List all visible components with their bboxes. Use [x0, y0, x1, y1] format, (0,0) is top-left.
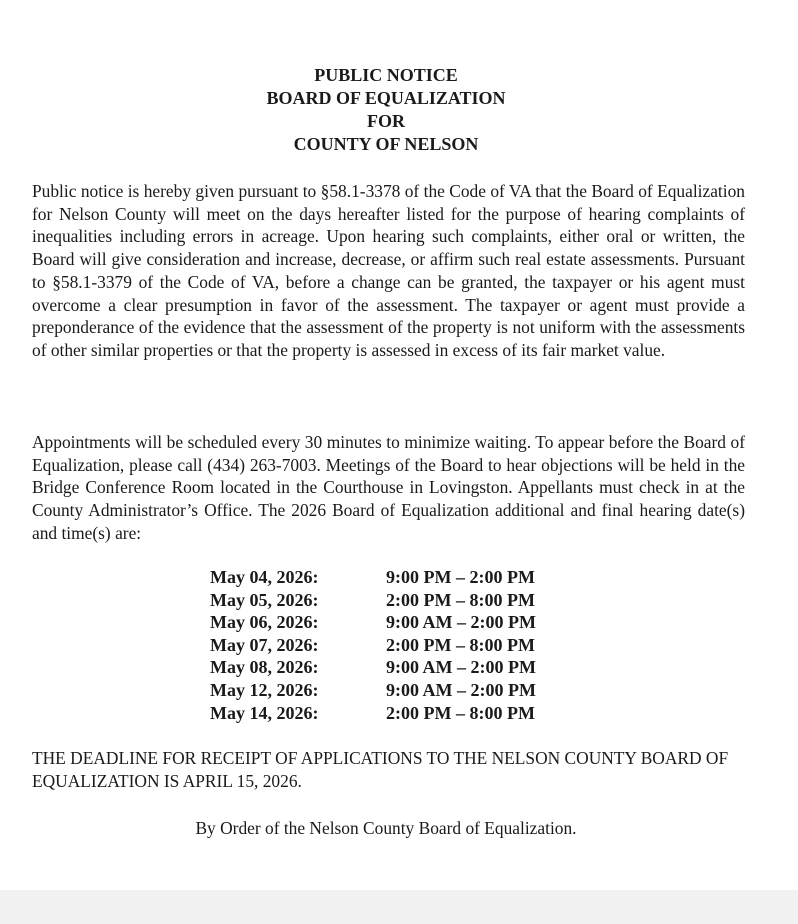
page-bottom-margin [0, 890, 798, 924]
schedule-date: May 05, 2026: [210, 589, 319, 610]
schedule-row [210, 656, 586, 679]
schedule-date: May 04, 2026: [210, 567, 319, 587]
schedule-time: 9:00 AM – 2:00 PM [386, 679, 536, 700]
signoff-line: By Order of the Nelson County Board of Equalization. [195, 818, 577, 838]
heading-line-public-notice: PUBLIC NOTICE [314, 65, 458, 85]
schedule-time: 9:00 PM – 2:00 PM [386, 567, 535, 587]
schedule-row [210, 702, 586, 725]
heading-line-board: BOARD OF EQUALIZATION [266, 88, 506, 108]
hearing-schedule [210, 566, 586, 724]
heading-line-county: COUNTY OF NELSON [293, 134, 479, 154]
schedule-row [210, 634, 586, 657]
schedule-time: 2:00 PM – 8:00 PM [386, 702, 535, 723]
schedule-date: May 06, 2026: [210, 612, 319, 633]
schedule-time: 9:00 AM – 2:00 PM [386, 657, 536, 678]
schedule-time: 2:00 PM – 8:00 PM [386, 589, 535, 610]
schedule-date: May 12, 2026: [210, 679, 319, 700]
schedule-date: May 08, 2026: [210, 657, 319, 678]
schedule-row [210, 679, 586, 702]
application-deadline: THE DEADLINE FOR RECEIPT OF APPLICATIONS TO THE NELSON COUNTY BOARD OF EQUALIZATION IS APRIL 15, 2026. [32, 748, 729, 791]
schedule-row [210, 566, 586, 589]
schedule-time: 9:00 AM – 2:00 PM [386, 612, 536, 633]
schedule-time: 2:00 PM – 8:00 PM [386, 634, 535, 655]
heading-line-for: FOR [367, 111, 405, 131]
schedule-date: May 14, 2026: [210, 702, 319, 723]
schedule-date: May 07, 2026: [210, 634, 319, 655]
schedule-row [210, 589, 586, 612]
notice-paragraph-appointments: Appointments will be scheduled every 30 minutes to minimize waiting. To appear before the Board of Equalization, please call (434) 263-7003. Meetings of the Board to hear objections will be held in the Bridge Conference Room located in the Courthouse in Lovingston. Appellants must check in at the County Administrator’s Office. The 2026 Board of Equalization additional and final hearing date(s) and time(s) are: [32, 432, 745, 543]
notice-heading [0, 64, 772, 156]
notice-paragraph-purpose: Public notice is hereby given pursuant to §58.1-3378 of the Code of VA that the Board of Equalization for Nelson County will meet on the days hereafter listed for the purpose of hearing complaints of inequalities including errors in acreage. Upon hearing such complaints, either oral or written, the Board will give consideration and increase, decrease, or affirm such real estate assessments. Pursuant to §58.1-3379 of the Code of VA, before a change can be granted, the taxpayer or his agent must overcome a clear presumption in favor of the assessment. The taxpayer or agent must provide a preponderance of the evidence that the assessment of the property is not uniform with the assessments of other similar properties or that the property is assessed in excess of its fair market value. [32, 181, 745, 360]
schedule-row [210, 611, 586, 634]
